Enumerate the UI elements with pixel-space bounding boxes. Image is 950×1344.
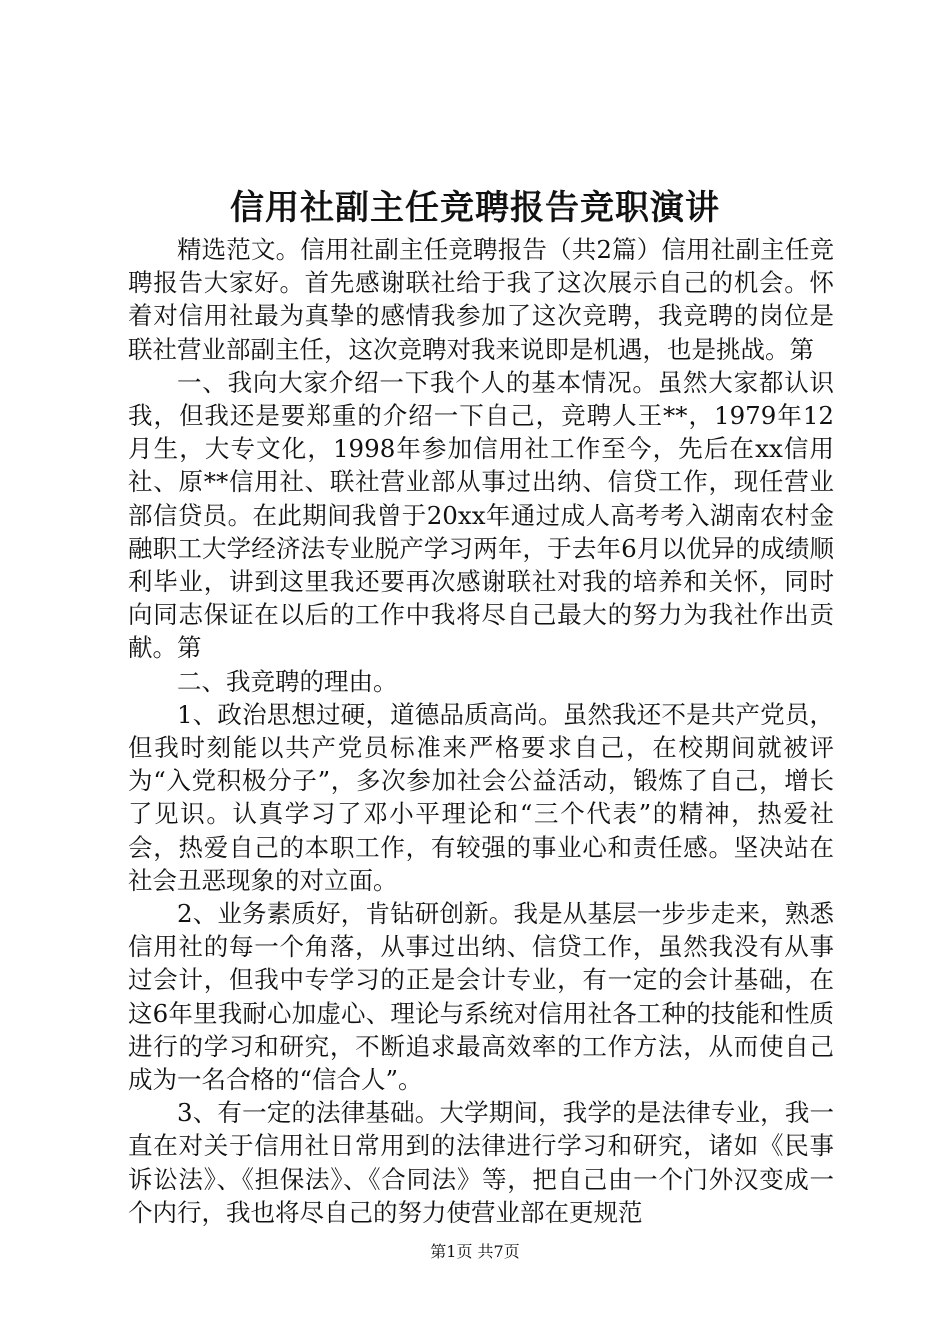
page-number-footer: 第1页 共7页: [430, 1242, 520, 1261]
paragraph-personal-info: 一、我向大家介绍一下我个人的基本情况。虽然大家都认识我，但我还是要郑重的介绍一下自己，竞聘人王**，1979年12月生，大专文化，1998年参加信用社工作至今，先后在xx信用社、原**信用社、联社营业部从事过出纳、信贷工作，现任营业部信贷员。在此期间我曾于20xx年通过成人高考考入湖南农村金融职工大学经济法专业脱产学习两年，于去年6月以优异的成绩顺利毕业，讲到这里我还要再次感谢联社对我的培养和关怀，同时向同志保证在以后的工作中我将尽自己最大的努力为我社作出贡献。第: [128, 367, 834, 663]
document-title: 信用社副主任竞聘报告竞职演讲: [230, 188, 720, 228]
paragraph-intro: 精选范文。信用社副主任竞聘报告（共2篇）信用社副主任竞聘报告大家好。首先感谢联社给于我了这次展示自己的机会。怀着对信用社最为真挚的感情我参加了这次竞聘，我竞聘的岗位是联社营业部副主任，这次竞聘对我来说即是机遇，也是挑战。第: [128, 235, 834, 364]
paragraph-reasons-heading: 二、我竞聘的理由。: [177, 666, 398, 696]
document-body: [128, 233, 834, 1229]
paragraph-reason-3: 3、有一定的法律基础。大学期间，我学的是法律专业，我一直在对关于信用社日常用到的法律进行学习和研究，诸如《民事诉讼法》、《担保法》、《合同法》等，把自己由一个门外汉变成一个内行，我也将尽自己的努力使营业部在更规范: [128, 1098, 834, 1227]
paragraph-reason-1: 1、政治思想过硬，道德品质高尚。虽然我还不是共产党员，但我时刻能以共产党员标准来严格要求自己，在校期间就被评为“入党积极分子”，多次参加社会公益活动，锻炼了自己，增长了见识。认真学习了邓小平理论和“三个代表”的精神，热爱社会，热爱自己的本职工作，有较强的事业心和责任感。坚决站在社会丑恶现象的对立面。: [128, 699, 834, 895]
paragraph-reason-2: 2、业务素质好，肯钻研创新。我是从基层一步步走来，熟悉信用社的每一个角落，从事过出纳、信贷工作，虽然我没有从事过会计，但我中专学习的正是会计专业，有一定的会计基础，在这6年里我耐心加虚心、理论与系统对信用社各工种的技能和性质进行的学习和研究，不断追求最高效率的工作方法，从而使自己成为一名合格的“信合人”。: [128, 899, 834, 1095]
